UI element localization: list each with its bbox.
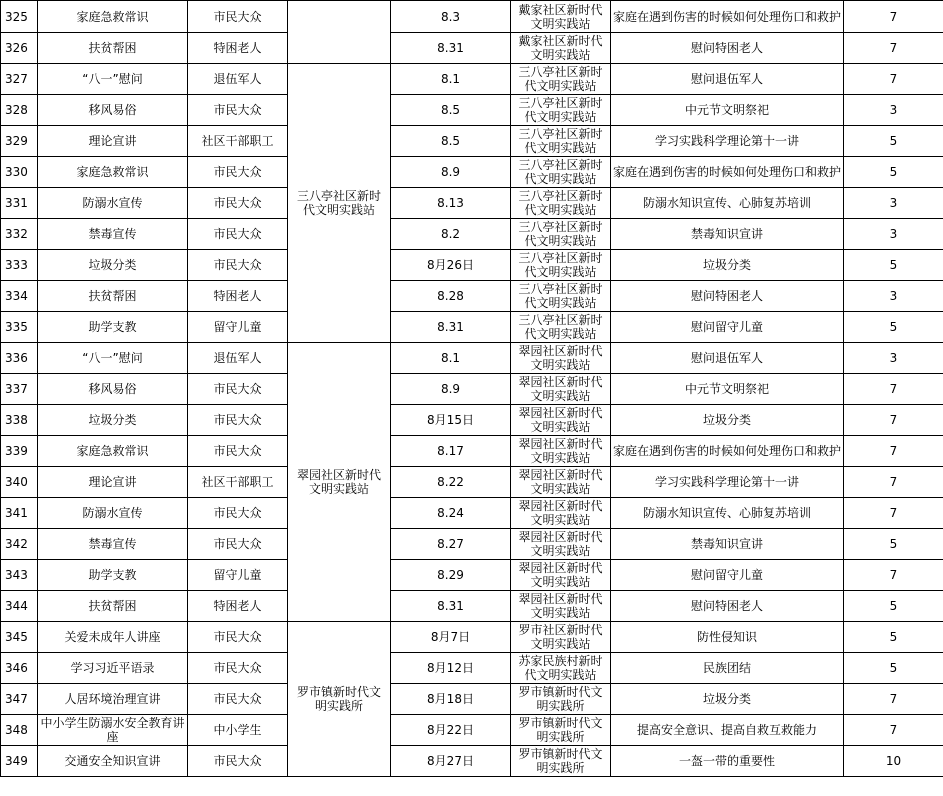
row-number-cell: 343 bbox=[1, 560, 38, 591]
activity-name-cell: 理论宣讲 bbox=[38, 467, 188, 498]
participant-count-cell: 5 bbox=[844, 157, 943, 188]
venue-cell: 翠园社区新时代文明实践站 bbox=[288, 343, 391, 622]
participant-count-cell: 7 bbox=[844, 405, 943, 436]
content-cell: 禁毒知识宣讲 bbox=[611, 529, 844, 560]
content-cell: 防溺水知识宣传、心肺复苏培训 bbox=[611, 188, 844, 219]
table-row bbox=[1, 312, 943, 343]
content-cell: 垃圾分类 bbox=[611, 405, 844, 436]
table-row bbox=[1, 684, 943, 715]
practice-site-cell: 苏家民族村新时代文明实践站 bbox=[511, 653, 611, 684]
table-row bbox=[1, 591, 943, 622]
practice-site-cell: 翠园社区新时代文明实践站 bbox=[511, 529, 611, 560]
audience-cell: 市民大众 bbox=[188, 157, 288, 188]
audience-cell: 特困老人 bbox=[188, 281, 288, 312]
row-number-cell: 328 bbox=[1, 95, 38, 126]
audience-cell: 市民大众 bbox=[188, 436, 288, 467]
date-cell: 8.29 bbox=[391, 560, 511, 591]
date-cell: 8.9 bbox=[391, 374, 511, 405]
activity-name-cell: 垃圾分类 bbox=[38, 405, 188, 436]
audience-cell: 中小学生 bbox=[188, 715, 288, 746]
activity-name-cell: 助学支教 bbox=[38, 560, 188, 591]
table-row bbox=[1, 405, 943, 436]
practice-site-cell: 罗市镇新时代文明实践所 bbox=[511, 746, 611, 777]
audience-cell: 市民大众 bbox=[188, 498, 288, 529]
practice-site-cell: 罗市镇新时代文明实践所 bbox=[511, 715, 611, 746]
activity-name-cell: 家庭急救常识 bbox=[38, 1, 188, 33]
content-cell: 学习实践科学理论第十一讲 bbox=[611, 126, 844, 157]
content-cell: 中元节文明祭祀 bbox=[611, 374, 844, 405]
table-row bbox=[1, 250, 943, 281]
practice-site-cell: 戴家社区新时代文明实践站 bbox=[511, 33, 611, 64]
row-number-cell: 338 bbox=[1, 405, 38, 436]
row-number-cell: 344 bbox=[1, 591, 38, 622]
date-cell: 8.13 bbox=[391, 188, 511, 219]
row-number-cell: 332 bbox=[1, 219, 38, 250]
activity-name-cell: 防溺水宣传 bbox=[38, 188, 188, 219]
date-cell: 8.3 bbox=[391, 1, 511, 33]
practice-site-cell: 三八亭社区新时代文明实践站 bbox=[511, 188, 611, 219]
content-cell: 防性侵知识 bbox=[611, 622, 844, 653]
table-row bbox=[1, 126, 943, 157]
practice-site-cell: 三八亭社区新时代文明实践站 bbox=[511, 250, 611, 281]
activity-name-cell: 人居环境治理宣讲 bbox=[38, 684, 188, 715]
audience-cell: 市民大众 bbox=[188, 374, 288, 405]
row-number-cell: 326 bbox=[1, 33, 38, 64]
participant-count-cell: 7 bbox=[844, 467, 943, 498]
content-cell: 家庭在遇到伤害的时候如何处理伤口和救护 bbox=[611, 157, 844, 188]
participant-count-cell: 3 bbox=[844, 95, 943, 126]
table-row bbox=[1, 343, 943, 374]
activity-name-cell: 移风易俗 bbox=[38, 374, 188, 405]
venue-cell: 三八亭社区新时代文明实践站 bbox=[288, 64, 391, 343]
participant-count-cell: 10 bbox=[844, 746, 943, 777]
practice-site-cell: 三八亭社区新时代文明实践站 bbox=[511, 219, 611, 250]
content-cell: 家庭在遇到伤害的时候如何处理伤口和救护 bbox=[611, 1, 844, 33]
audience-cell: 市民大众 bbox=[188, 653, 288, 684]
participant-count-cell: 7 bbox=[844, 64, 943, 95]
date-cell: 8.22 bbox=[391, 467, 511, 498]
participant-count-cell: 7 bbox=[844, 715, 943, 746]
participant-count-cell: 5 bbox=[844, 126, 943, 157]
content-cell: 慰问特困老人 bbox=[611, 591, 844, 622]
audience-cell: 特困老人 bbox=[188, 591, 288, 622]
row-number-cell: 337 bbox=[1, 374, 38, 405]
practice-site-cell: 三八亭社区新时代文明实践站 bbox=[511, 64, 611, 95]
activity-name-cell: “八一”慰问 bbox=[38, 64, 188, 95]
row-number-cell: 348 bbox=[1, 715, 38, 746]
date-cell: 8月7日 bbox=[391, 622, 511, 653]
practice-site-cell: 三八亭社区新时代文明实践站 bbox=[511, 95, 611, 126]
audience-cell: 退伍军人 bbox=[188, 64, 288, 95]
audience-cell: 留守儿童 bbox=[188, 312, 288, 343]
date-cell: 8.31 bbox=[391, 591, 511, 622]
content-cell: 提高安全意识、提高自救互救能力 bbox=[611, 715, 844, 746]
venue-cell bbox=[288, 1, 391, 64]
practice-site-cell: 罗市社区新时代文明实践站 bbox=[511, 622, 611, 653]
table-row bbox=[1, 436, 943, 467]
row-number-cell: 334 bbox=[1, 281, 38, 312]
row-number-cell: 329 bbox=[1, 126, 38, 157]
practice-site-cell: 三八亭社区新时代文明实践站 bbox=[511, 281, 611, 312]
participant-count-cell: 7 bbox=[844, 498, 943, 529]
audience-cell: 市民大众 bbox=[188, 405, 288, 436]
participant-count-cell: 5 bbox=[844, 591, 943, 622]
activity-name-cell: 中小学生防溺水安全教育讲座 bbox=[38, 715, 188, 746]
content-cell: 学习实践科学理论第十一讲 bbox=[611, 467, 844, 498]
date-cell: 8.17 bbox=[391, 436, 511, 467]
table-row bbox=[1, 95, 943, 126]
activity-name-cell: “八一”慰问 bbox=[38, 343, 188, 374]
row-number-cell: 327 bbox=[1, 64, 38, 95]
audience-cell: 市民大众 bbox=[188, 529, 288, 560]
date-cell: 8.31 bbox=[391, 312, 511, 343]
row-number-cell: 342 bbox=[1, 529, 38, 560]
row-number-cell: 336 bbox=[1, 343, 38, 374]
table-row bbox=[1, 188, 943, 219]
audience-cell: 市民大众 bbox=[188, 684, 288, 715]
practice-site-cell: 翠园社区新时代文明实践站 bbox=[511, 467, 611, 498]
participant-count-cell: 5 bbox=[844, 622, 943, 653]
date-cell: 8月18日 bbox=[391, 684, 511, 715]
row-number-cell: 346 bbox=[1, 653, 38, 684]
table-row bbox=[1, 374, 943, 405]
table-row bbox=[1, 715, 943, 746]
participant-count-cell: 7 bbox=[844, 374, 943, 405]
row-number-cell: 331 bbox=[1, 188, 38, 219]
audience-cell: 退伍军人 bbox=[188, 343, 288, 374]
content-cell: 垃圾分类 bbox=[611, 684, 844, 715]
audience-cell: 市民大众 bbox=[188, 95, 288, 126]
date-cell: 8月26日 bbox=[391, 250, 511, 281]
practice-site-cell: 翠园社区新时代文明实践站 bbox=[511, 374, 611, 405]
participant-count-cell: 7 bbox=[844, 33, 943, 64]
activity-name-cell: 扶贫帮困 bbox=[38, 281, 188, 312]
content-cell: 民族团结 bbox=[611, 653, 844, 684]
audience-cell: 特困老人 bbox=[188, 33, 288, 64]
participant-count-cell: 5 bbox=[844, 529, 943, 560]
activity-name-cell: 家庭急救常识 bbox=[38, 436, 188, 467]
content-cell: 慰问留守儿童 bbox=[611, 560, 844, 591]
audience-cell: 市民大众 bbox=[188, 250, 288, 281]
activity-name-cell: 扶贫帮困 bbox=[38, 591, 188, 622]
participant-count-cell: 7 bbox=[844, 560, 943, 591]
date-cell: 8.27 bbox=[391, 529, 511, 560]
content-cell: 防溺水知识宣传、心肺复苏培训 bbox=[611, 498, 844, 529]
table-row bbox=[1, 281, 943, 312]
content-cell: 慰问退伍军人 bbox=[611, 64, 844, 95]
activity-name-cell: 学习习近平语录 bbox=[38, 653, 188, 684]
table-row bbox=[1, 622, 943, 653]
date-cell: 8.31 bbox=[391, 33, 511, 64]
audience-cell: 社区干部职工 bbox=[188, 126, 288, 157]
date-cell: 8.5 bbox=[391, 95, 511, 126]
activity-name-cell: 家庭急救常识 bbox=[38, 157, 188, 188]
row-number-cell: 340 bbox=[1, 467, 38, 498]
row-number-cell: 330 bbox=[1, 157, 38, 188]
activity-name-cell: 防溺水宣传 bbox=[38, 498, 188, 529]
table-row bbox=[1, 467, 943, 498]
date-cell: 8月15日 bbox=[391, 405, 511, 436]
activity-name-cell: 理论宣讲 bbox=[38, 126, 188, 157]
participant-count-cell: 7 bbox=[844, 1, 943, 33]
date-cell: 8月22日 bbox=[391, 715, 511, 746]
participant-count-cell: 3 bbox=[844, 188, 943, 219]
audience-cell: 市民大众 bbox=[188, 219, 288, 250]
table-row bbox=[1, 157, 943, 188]
activity-name-cell: 关爱未成年人讲座 bbox=[38, 622, 188, 653]
row-number-cell: 341 bbox=[1, 498, 38, 529]
activity-name-cell: 垃圾分类 bbox=[38, 250, 188, 281]
practice-site-cell: 翠园社区新时代文明实践站 bbox=[511, 405, 611, 436]
table-row bbox=[1, 219, 943, 250]
date-cell: 8.28 bbox=[391, 281, 511, 312]
content-cell: 一盔一带的重要性 bbox=[611, 746, 844, 777]
audience-cell: 留守儿童 bbox=[188, 560, 288, 591]
practice-site-cell: 翠园社区新时代文明实践站 bbox=[511, 343, 611, 374]
table-row bbox=[1, 746, 943, 777]
content-cell: 慰问特困老人 bbox=[611, 33, 844, 64]
table-row bbox=[1, 653, 943, 684]
participant-count-cell: 5 bbox=[844, 250, 943, 281]
participant-count-cell: 7 bbox=[844, 436, 943, 467]
row-number-cell: 349 bbox=[1, 746, 38, 777]
date-cell: 8.24 bbox=[391, 498, 511, 529]
practice-site-cell: 翠园社区新时代文明实践站 bbox=[511, 436, 611, 467]
content-cell: 家庭在遇到伤害的时候如何处理伤口和救护 bbox=[611, 436, 844, 467]
audience-cell: 市民大众 bbox=[188, 188, 288, 219]
date-cell: 8.2 bbox=[391, 219, 511, 250]
content-cell: 慰问退伍军人 bbox=[611, 343, 844, 374]
date-cell: 8月12日 bbox=[391, 653, 511, 684]
table-row bbox=[1, 529, 943, 560]
table-row bbox=[1, 1, 943, 33]
activity-name-cell: 助学支教 bbox=[38, 312, 188, 343]
content-cell: 慰问留守儿童 bbox=[611, 312, 844, 343]
participant-count-cell: 3 bbox=[844, 219, 943, 250]
participant-count-cell: 3 bbox=[844, 281, 943, 312]
activity-name-cell: 交通安全知识宣讲 bbox=[38, 746, 188, 777]
content-cell: 中元节文明祭祀 bbox=[611, 95, 844, 126]
venue-cell: 罗市镇新时代文明实践所 bbox=[288, 622, 391, 777]
date-cell: 8.5 bbox=[391, 126, 511, 157]
row-number-cell: 339 bbox=[1, 436, 38, 467]
practice-site-cell: 三八亭社区新时代文明实践站 bbox=[511, 126, 611, 157]
content-cell: 慰问特困老人 bbox=[611, 281, 844, 312]
practice-site-cell: 翠园社区新时代文明实践站 bbox=[511, 591, 611, 622]
participant-count-cell: 5 bbox=[844, 312, 943, 343]
audience-cell: 市民大众 bbox=[188, 1, 288, 33]
table-row bbox=[1, 33, 943, 64]
date-cell: 8月27日 bbox=[391, 746, 511, 777]
activity-name-cell: 禁毒宣传 bbox=[38, 219, 188, 250]
date-cell: 8.1 bbox=[391, 343, 511, 374]
participant-count-cell: 5 bbox=[844, 653, 943, 684]
row-number-cell: 345 bbox=[1, 622, 38, 653]
date-cell: 8.1 bbox=[391, 64, 511, 95]
practice-site-cell: 戴家社区新时代文明实践站 bbox=[511, 1, 611, 33]
practice-site-cell: 翠园社区新时代文明实践站 bbox=[511, 560, 611, 591]
participant-count-cell: 3 bbox=[844, 343, 943, 374]
activity-name-cell: 禁毒宣传 bbox=[38, 529, 188, 560]
practice-site-cell: 三八亭社区新时代文明实践站 bbox=[511, 312, 611, 343]
date-cell: 8.9 bbox=[391, 157, 511, 188]
practice-site-cell: 罗市镇新时代文明实践所 bbox=[511, 684, 611, 715]
content-cell: 垃圾分类 bbox=[611, 250, 844, 281]
practice-site-cell: 翠园社区新时代文明实践站 bbox=[511, 498, 611, 529]
table-row bbox=[1, 560, 943, 591]
content-cell: 禁毒知识宣讲 bbox=[611, 219, 844, 250]
audience-cell: 市民大众 bbox=[188, 746, 288, 777]
row-number-cell: 325 bbox=[1, 1, 38, 33]
participant-count-cell: 7 bbox=[844, 684, 943, 715]
activity-name-cell: 移风易俗 bbox=[38, 95, 188, 126]
row-number-cell: 347 bbox=[1, 684, 38, 715]
audience-cell: 市民大众 bbox=[188, 622, 288, 653]
practice-site-cell: 三八亭社区新时代文明实践站 bbox=[511, 157, 611, 188]
audience-cell: 社区干部职工 bbox=[188, 467, 288, 498]
row-number-cell: 335 bbox=[1, 312, 38, 343]
activity-name-cell: 扶贫帮困 bbox=[38, 33, 188, 64]
table-row bbox=[1, 64, 943, 95]
row-number-cell: 333 bbox=[1, 250, 38, 281]
table-row bbox=[1, 498, 943, 529]
